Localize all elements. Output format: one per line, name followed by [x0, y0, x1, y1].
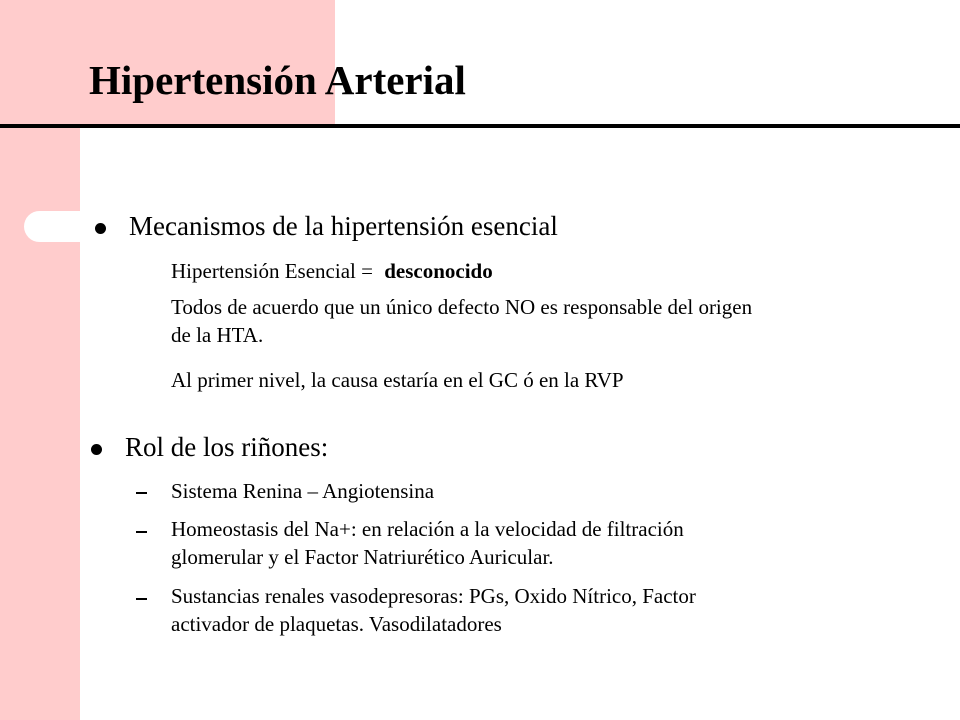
accent-tab — [24, 211, 84, 242]
paragraph-first-level-cause: Al primer nivel, la causa estaría en el GC ó en la RVP — [171, 368, 624, 392]
title-divider — [0, 124, 960, 128]
list-item-homeostasis-line2: glomerular y el Factor Natriurético Auricular. — [171, 545, 554, 569]
dash-bullet-icon — [136, 492, 147, 494]
list-item-renin: Sistema Renina – Angiotensina — [171, 479, 435, 503]
essential-hypertension-label: Hipertensión Esencial = — [171, 259, 373, 283]
list-item-homeostasis-line1: Homeostasis del Na+: en relación a la velocidad de filtración — [171, 517, 684, 541]
bullet-dot-icon — [95, 223, 106, 234]
section-heading-kidneys: Rol de los riñones: — [125, 432, 329, 462]
section-heading-mechanisms: Mecanismos de la hipertensión esencial — [129, 211, 558, 241]
slide-title: Hipertensión Arterial — [89, 57, 466, 103]
dash-bullet-icon — [136, 598, 147, 600]
essential-hypertension-line — [171, 257, 493, 285]
paragraph-single-defect-line2: de la HTA. — [171, 323, 264, 347]
dash-bullet-icon — [136, 531, 147, 533]
essential-hypertension-value: desconocido — [384, 259, 493, 283]
list-item-vasodepressors-line1: Sustancias renales vasodepresoras: PGs, Oxido Nítrico, Factor — [171, 584, 696, 608]
paragraph-single-defect-line1: Todos de acuerdo que un único defecto NO es responsable del origen — [171, 295, 753, 319]
bullet-dot-icon — [91, 444, 102, 455]
list-item-vasodepressors-line2: activador de plaquetas. Vasodilatadores — [171, 612, 502, 636]
